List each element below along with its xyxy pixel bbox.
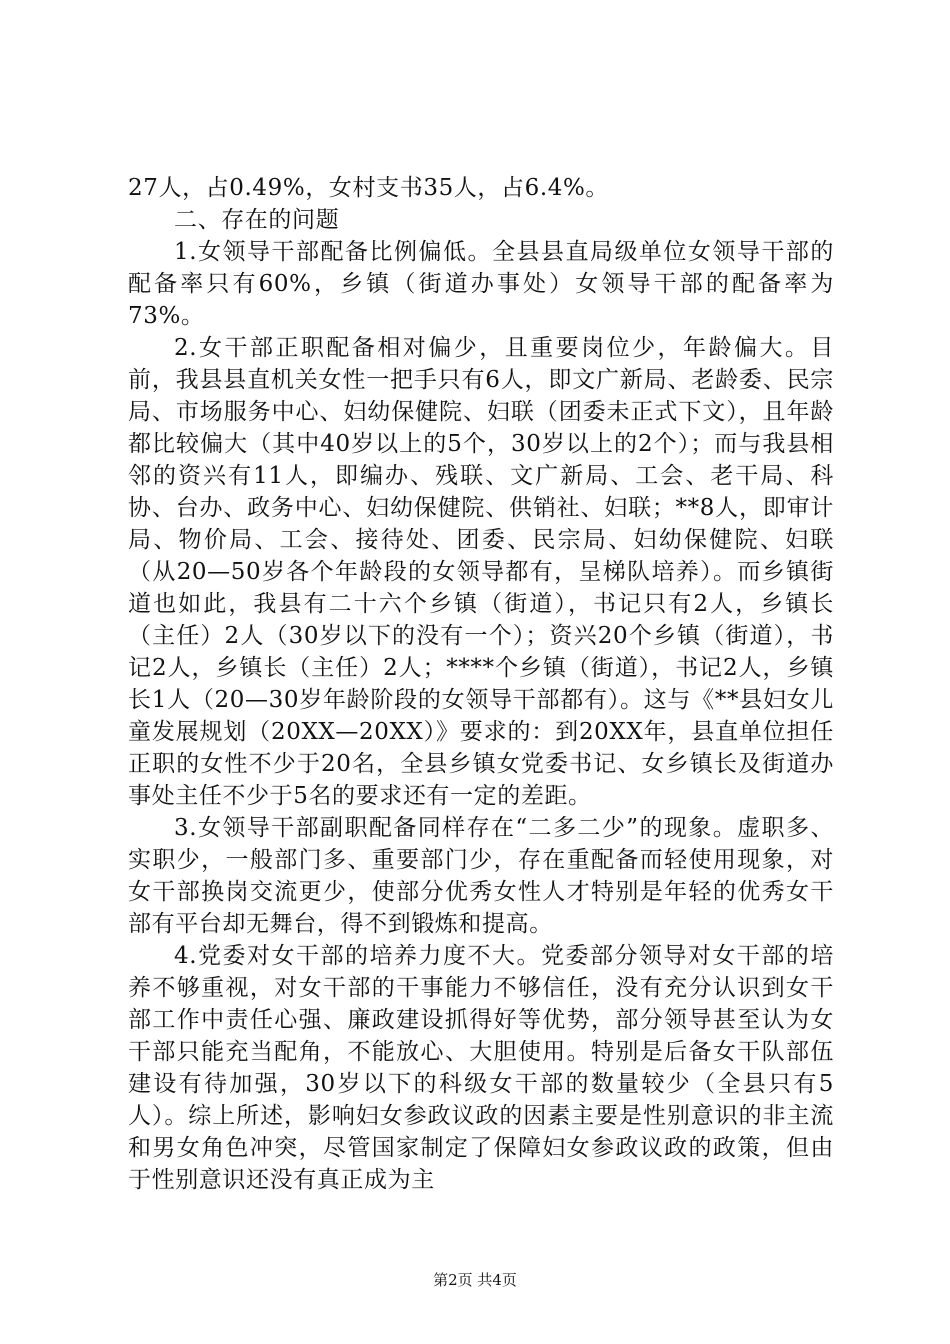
paragraph-issue-2: 2.女干部正职配备相对偏少，且重要岗位少，年龄偏大。目前，我县县直机关女性一把手只有6人，即文广新局、老龄委、民宗局、市场服务中心、妇幼保健院、妇联（团委未正式下文），且年龄都比较偏大（其中40岁以上的5个，30岁以上的2个）；而与我县相邻的资兴有11人，即编办、残联、文广新局、工会、老干局、科协、台办、政务中心、妇幼保健院、供销社、妇联；**8人，即审计局、物价局、工会、接待处、团委、民宗局、妇幼保健院、妇联（从20—50岁各个年龄段的女领导都有，呈梯队培养）。而乡镇街道也如此，我县有二十六个乡镇（街道），书记只有2人，乡镇长（主任）2人（30岁以下的没有一个）；资兴20个乡镇（街道），书记2人，乡镇长（主任）2人；****个乡镇（街道），书记2人，乡镇长1人（20—30岁年龄阶段的女领导干部都有）。这与《**县妇女儿童发展规划（20XX—20XX）》要求的：到20XX年，县直单位担任正职的女性不少于20名，全县乡镇女党委书记、女乡镇长及街道办事处主任不少于5名的要求还有一定的差距。 — [128, 335, 834, 809]
section-heading: 二、存在的问题 — [174, 207, 340, 233]
page-number-footer: 第2页 共4页 — [433, 1271, 517, 1289]
paragraph-continuation: 27人，占0.49%，女村支书35人，占6.4%。 — [128, 175, 610, 201]
document-body — [128, 172, 834, 1196]
paragraph-issue-1: 1.女领导干部配备比例偏低。全县县直局级单位女领导干部的配备率只有60%，乡镇（街道办事处）女领导干部的配备率为73%。 — [128, 239, 834, 329]
paragraph-issue-3: 3.女领导干部副职配备同样存在“二多二少”的现象。虚职多、实职少，一般部门多、重要部门少，存在重配备而轻使用现象，对女干部换岗交流更少，使部分优秀女性人才特别是年轻的优秀女干部有平台却无舞台，得不到锻炼和提高。 — [128, 815, 834, 937]
paragraph-issue-4: 4.党委对女干部的培养力度不大。党委部分领导对女干部的培养不够重视，对女干部的干事能力不够信任，没有充分认识到女干部工作中责任心强、廉政建设抓得好等优势，部分领导甚至认为女干部只能充当配角，不能放心、大胆使用。特别是后备女干队部伍建设有待加强，30岁以下的科级女干部的数量较少（全县只有5人）。综上所述，影响妇女参政议政的因素主要是性别意识的非主流和男女角色冲突，尽管国家制定了保障妇女参政议政的政策，但由于性别意识还没有真正成为主 — [128, 943, 834, 1193]
